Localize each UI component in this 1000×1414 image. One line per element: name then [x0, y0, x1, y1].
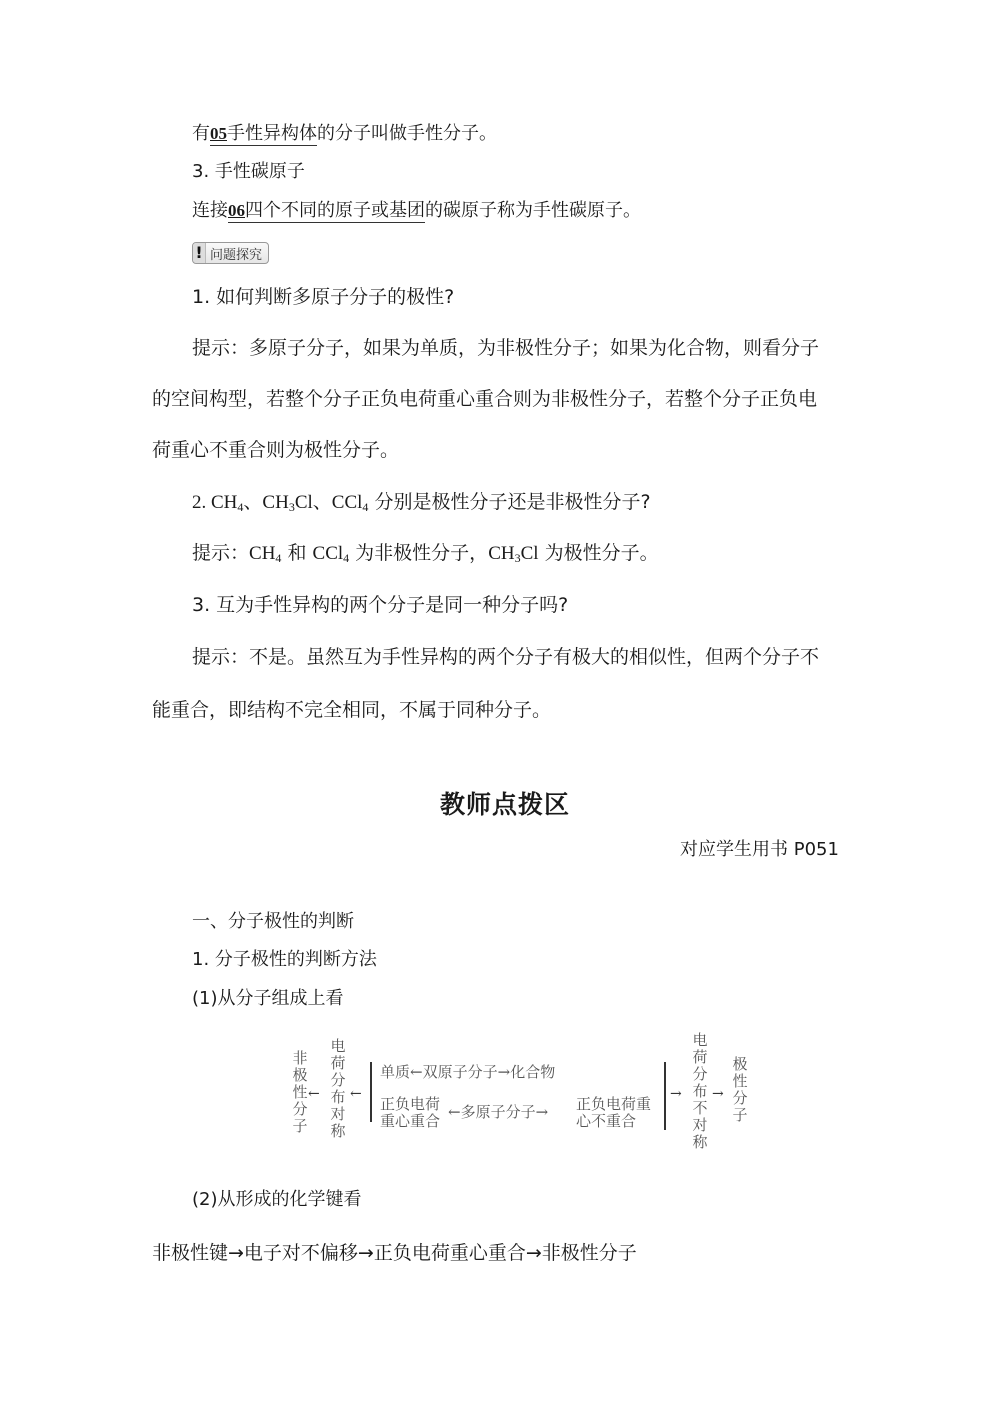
blank-number: 05 — [210, 124, 227, 143]
blank-number: 06 — [228, 201, 245, 220]
formula-ch4: CH — [249, 543, 276, 564]
subscript: 4 — [275, 551, 282, 565]
subscript: 4 — [362, 500, 369, 514]
blank-06 — [228, 200, 425, 223]
formula-ccl4: CCl — [331, 492, 363, 513]
answer-1-line-3: 荷重心不重合则为极性分子。 — [152, 439, 400, 461]
formula-ccl4: CCl — [312, 543, 344, 564]
nonpolar-chain: 非极性键→电子对不偏移→正负电荷重心重合→非极性分子 — [152, 1242, 637, 1264]
heading-by-bond: (2)从形成的化学键看 — [192, 1189, 362, 1210]
answer-1-line-1: 提示：多原子分子，如果为单质，为非极性分子；如果为化合物，则看分子 — [192, 337, 820, 359]
left-condition-symmetric — [328, 1038, 346, 1140]
heading-by-composition: (1)从分子组成上看 — [192, 988, 344, 1009]
text: 有 — [192, 123, 210, 144]
row2-left — [380, 1096, 440, 1130]
left-result-nonpolar — [290, 1050, 308, 1135]
arrow-right-icon: → — [670, 1086, 682, 1102]
formula-ch3cl: CH — [262, 492, 289, 513]
text: 的分子叫做手性分子。 — [317, 123, 497, 144]
text: 为非极性分子， — [349, 542, 489, 564]
heading-method: 1. 分子极性的判断方法 — [192, 949, 377, 970]
exclamation-icon: ! — [193, 243, 206, 263]
text: 连接 — [192, 200, 228, 221]
label-polyatomic: 多原子分子 — [460, 1103, 536, 1121]
row-polyatomic — [448, 1104, 548, 1121]
label-diatomic: 双原子分子 — [422, 1063, 498, 1081]
arrow-left-icon: ← — [308, 1086, 320, 1102]
heading-polarity-judgement: 一、分子极性的判断 — [192, 911, 354, 932]
problem-explore-badge — [192, 242, 269, 264]
label: 电荷分布对称 — [328, 1038, 347, 1140]
formula-ch3cl: CH — [488, 543, 515, 564]
formula-ch4: CH — [211, 492, 238, 513]
subscript: 4 — [343, 551, 350, 565]
text: 、 — [243, 491, 263, 513]
subscript: 4 — [237, 500, 244, 514]
right-condition-asymmetric — [690, 1032, 708, 1151]
row2-right — [576, 1096, 651, 1130]
definition-chiral-molecule — [192, 122, 497, 146]
left-bracket — [370, 1062, 372, 1122]
section-title: 教师点拨区 — [440, 790, 571, 819]
answer-text: 四个不同的原子或基团 — [245, 200, 425, 221]
question-1: 1. 如何判断多原子分子的极性? — [192, 286, 455, 308]
polarity-flow-diagram — [288, 1032, 758, 1166]
text: 、 — [312, 491, 332, 513]
answer-text: 手性异构体 — [227, 123, 317, 144]
label: 非极性分子 — [290, 1050, 309, 1135]
right-bracket — [664, 1062, 666, 1130]
row-diatomic — [380, 1064, 555, 1081]
label-compound: 化合物 — [510, 1063, 556, 1081]
text: 和 — [281, 542, 313, 564]
label: 心不重合 — [576, 1112, 637, 1130]
arrow-right-icon: → — [712, 1086, 724, 1102]
text: 提示： — [192, 542, 250, 564]
arrow-left-icon: ← — [350, 1086, 362, 1102]
answer-3-line-1: 提示：不是。虽然互为手性异构的两个分子有极大的相似性，但两个分子不 — [192, 646, 820, 668]
heading-chiral-carbon: 3. 手性碳原子 — [192, 161, 305, 182]
arrow-right-icon: → — [497, 1063, 511, 1081]
badge-label: 问题探究 — [210, 247, 263, 263]
text: Cl — [294, 492, 313, 513]
text: 的碳原子称为手性碳原子。 — [425, 200, 641, 221]
arrow-right-icon: → — [535, 1103, 549, 1121]
student-book-reference: 对应学生用书 P051 — [680, 839, 839, 860]
subscript: 3 — [514, 551, 521, 565]
answer-1-line-2: 的空间构型，若整个分子正负电荷重心重合则为非极性分子，若整个分子正负电 — [152, 388, 818, 410]
text: 2. — [192, 492, 211, 513]
blank-05 — [210, 123, 317, 146]
question-3: 3. 互为手性异构的两个分子是同一种分子吗? — [192, 594, 569, 616]
question-2 — [192, 489, 651, 520]
definition-chiral-carbon — [192, 199, 641, 223]
label: 电荷分布不对称 — [690, 1032, 709, 1151]
text: 分别是极性分子还是非极性分子? — [368, 491, 651, 513]
label: 重心重合 — [380, 1112, 441, 1130]
label: 极性分子 — [730, 1056, 749, 1124]
arrow-left-icon: ← — [448, 1103, 461, 1121]
label-element: 单质 — [380, 1063, 411, 1081]
subscript: 3 — [288, 500, 295, 514]
answer-3-line-2: 能重合，即结构不完全相同，不属于同种分子。 — [152, 699, 552, 721]
arrow-left-icon: ← — [410, 1063, 423, 1081]
right-result-polar — [730, 1056, 748, 1124]
text: Cl — [520, 543, 539, 564]
answer-2 — [192, 540, 659, 571]
text: 为极性分子。 — [538, 542, 659, 564]
label: 正负电荷 — [380, 1095, 441, 1113]
label: 正负电荷重 — [576, 1095, 652, 1113]
